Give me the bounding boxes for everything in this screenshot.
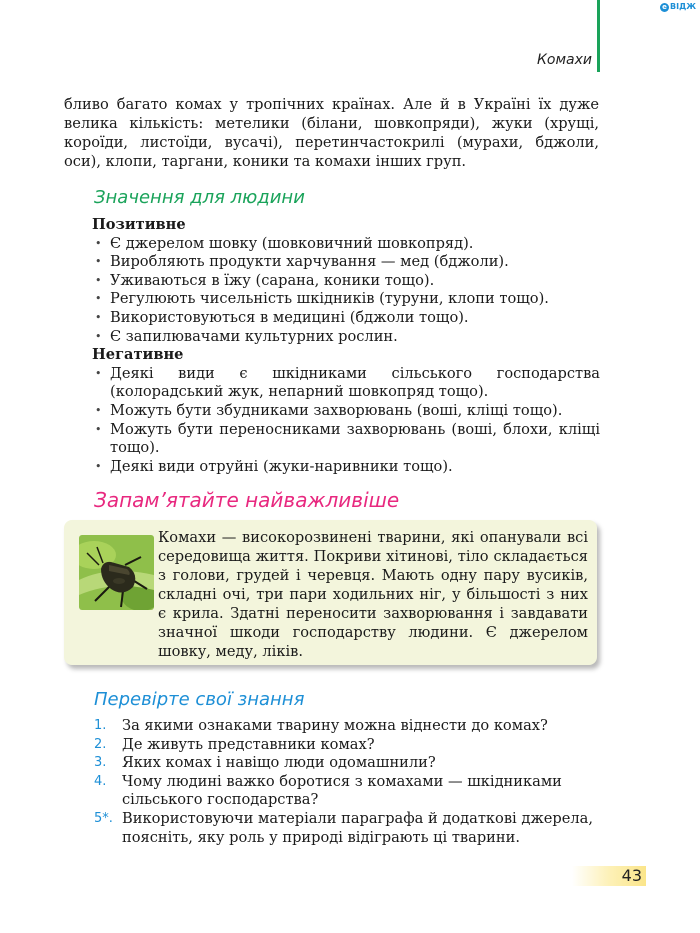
running-title: Комахи xyxy=(536,52,592,68)
summary-text-block xyxy=(72,528,588,661)
question-number: 4. xyxy=(94,773,107,789)
significance-list xyxy=(92,216,600,476)
positive-item: • Є запилювачами культурних рослин. xyxy=(92,328,600,347)
remember-heading: Запам’ятайте найважливіше xyxy=(94,488,400,512)
photo-spacer xyxy=(72,528,158,643)
logo-e-icon: e xyxy=(660,3,669,12)
question-item xyxy=(94,773,600,810)
positive-item: • Використовуються в медицині (бджоли тощо). xyxy=(92,309,600,328)
question-item xyxy=(94,736,600,755)
question-item xyxy=(94,754,600,773)
negative-item: • Деякі види отруйні (жуки-наривники тощо). xyxy=(92,458,600,477)
question-text: Яких комах і навіщо люди одомашнили? xyxy=(122,754,436,772)
publisher-logo xyxy=(660,2,696,12)
summary-box xyxy=(64,520,597,665)
question-text: За якими ознаками тварину можна віднести до комах? xyxy=(122,717,548,734)
header-vertical-rule xyxy=(597,0,600,72)
positive-item: • Уживаються в їжу (сарана, коники тощо). xyxy=(92,272,600,291)
negative-item: • Деякі види є шкідниками сільського господарства (колорадський жук, непарний шовкопряд тощо). xyxy=(92,365,600,402)
question-item xyxy=(94,717,600,736)
negative-item: • Можуть бути переносниками захворювань (воші, блохи, кліщі тощо). xyxy=(92,421,600,458)
questions-list xyxy=(94,717,600,847)
question-item xyxy=(94,810,600,847)
positive-item: • Виробляють продукти харчування — мед (бджоли). xyxy=(92,253,600,272)
check-heading: Перевірте свої знання xyxy=(94,689,305,710)
question-number: 5*. xyxy=(94,810,113,826)
question-number: 2. xyxy=(94,736,107,752)
question-number: 1. xyxy=(94,718,107,733)
positive-item: • Регулюють чисельність шкідників (туруни, клопи тощо). xyxy=(92,290,600,309)
question-number: 3. xyxy=(94,755,107,771)
negative-item: • Можуть бути збудниками захворювань (воші, кліщі тощо). xyxy=(92,402,600,421)
negative-subheading: Негативне xyxy=(92,346,184,364)
positive-item: • Є джерелом шовку (шовковичний шовкопряд). xyxy=(92,235,600,254)
logo-text: ВІДЖ xyxy=(670,2,696,11)
page-number: 43 xyxy=(572,866,646,886)
significance-heading: Значення для людини xyxy=(94,187,305,208)
summary-text: Комахи — високорозвинені тварини, які опанували всі середовища життя. Покриви хітинові, тіло складається з голови, грудей і черевця. Мають одну пару вусиків, складні очі, три пари ходильних ніг, у більшості з них є крила. Здатні переносити захворювання і завдавати значної шкоди господарству людини. Є джерелом шовку, меду, ліків. xyxy=(158,529,588,660)
question-text: Чому людині важко боротися з комахами — шкідниками сільського господарства? xyxy=(122,772,562,809)
question-text: Використовуючи матеріали параграфа й додаткові джерела, поясніть, яку роль у природі відіграють ці тварини. xyxy=(122,809,593,846)
positive-subheading: Позитивне xyxy=(92,216,186,233)
question-text: Де живуть представники комах? xyxy=(122,735,375,753)
intro-paragraph: бливо багато комах у тропічних країнах. Але й в Україні їх дуже велика кількість: метелики (білани, шовкопряди), жуки (хрущі, короїди, листоїди, вусачі), перетинчастокрилі (мурахи, бджоли, оси), клопи, таргани, коники та комахи інших груп. xyxy=(64,96,599,170)
